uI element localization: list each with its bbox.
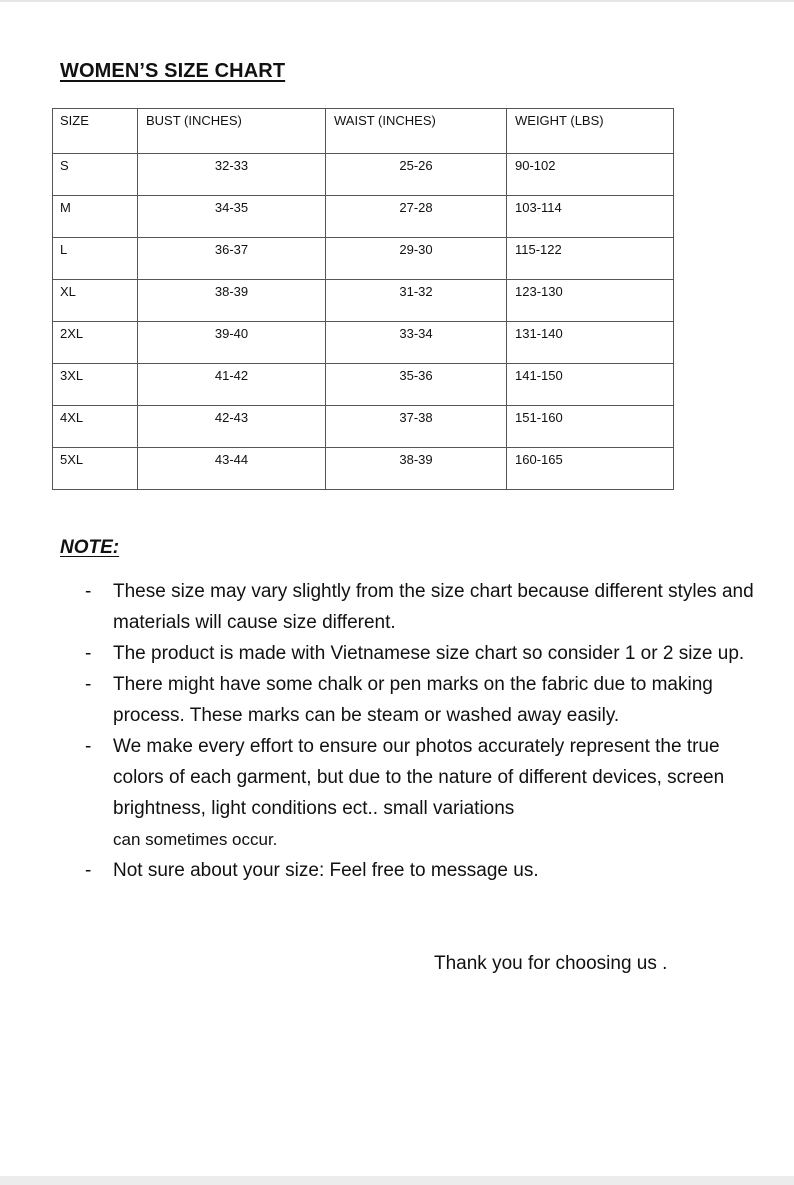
cell-bust: 39-40 (138, 322, 326, 364)
cell-bust: 36-37 (138, 238, 326, 280)
table-row (53, 364, 674, 406)
cell-weight: 90-102 (507, 154, 674, 196)
list-item (85, 638, 775, 669)
table-row (53, 406, 674, 448)
note-text: There might have some chalk or pen marks on the fabric due to making process. These marks can be steam or washed away easily. (113, 674, 713, 726)
size-chart-table (52, 108, 674, 490)
list-item (85, 731, 775, 855)
bottom-border (0, 1176, 794, 1185)
header-bust: BUST (INCHES) (138, 109, 326, 154)
cell-size: XL (53, 280, 138, 322)
cell-weight: 141-150 (507, 364, 674, 406)
cell-weight: 131-140 (507, 322, 674, 364)
cell-weight: 115-122 (507, 238, 674, 280)
dash-bullet: - (85, 581, 92, 602)
note-text-tail: can sometimes occur. (113, 830, 278, 849)
cell-weight: 123-130 (507, 280, 674, 322)
note-text: These size may vary slightly from the size chart because different styles and materials will cause size different. (113, 581, 754, 633)
cell-bust: 43-44 (138, 448, 326, 490)
header-waist: WAIST (INCHES) (326, 109, 507, 154)
list-item (85, 855, 775, 886)
cell-size: 3XL (53, 364, 138, 406)
table-header-row (53, 109, 674, 154)
top-border (0, 0, 794, 2)
note-text: The product is made with Vietnamese size chart so consider 1 or 2 size up. (113, 643, 745, 664)
cell-waist: 38-39 (326, 448, 507, 490)
cell-waist: 33-34 (326, 322, 507, 364)
table-row (53, 238, 674, 280)
notes-list (85, 576, 775, 886)
cell-waist: 27-28 (326, 196, 507, 238)
header-weight: WEIGHT (LBS) (507, 109, 674, 154)
list-item (85, 669, 775, 731)
table-row (53, 448, 674, 490)
cell-size: M (53, 196, 138, 238)
cell-bust: 41-42 (138, 364, 326, 406)
cell-size: 4XL (53, 406, 138, 448)
dash-bullet: - (85, 860, 92, 881)
table-row (53, 154, 674, 196)
list-item (85, 576, 775, 638)
cell-weight: 151-160 (507, 406, 674, 448)
thank-you-text: Thank you for choosing us . (434, 953, 668, 974)
table-row (53, 322, 674, 364)
note-heading: NOTE: (60, 537, 120, 558)
cell-waist: 25-26 (326, 154, 507, 196)
cell-size: L (53, 238, 138, 280)
page-title: WOMEN’S SIZE CHART (60, 60, 286, 82)
cell-weight: 103-114 (507, 196, 674, 238)
cell-waist: 37-38 (326, 406, 507, 448)
cell-waist: 35-36 (326, 364, 507, 406)
cell-size: 2XL (53, 322, 138, 364)
header-size: SIZE (53, 109, 138, 154)
cell-bust: 32-33 (138, 154, 326, 196)
cell-size: S (53, 154, 138, 196)
cell-size: 5XL (53, 448, 138, 490)
table-row (53, 280, 674, 322)
cell-waist: 29-30 (326, 238, 507, 280)
cell-bust: 38-39 (138, 280, 326, 322)
dash-bullet: - (85, 674, 92, 695)
cell-waist: 31-32 (326, 280, 507, 322)
note-text: Not sure about your size: Feel free to message us. (113, 860, 539, 881)
dash-bullet: - (85, 643, 92, 664)
table-row (53, 196, 674, 238)
dash-bullet: - (85, 736, 92, 757)
cell-weight: 160-165 (507, 448, 674, 490)
cell-bust: 34-35 (138, 196, 326, 238)
cell-bust: 42-43 (138, 406, 326, 448)
note-text: We make every effort to ensure our photos accurately represent the true colors of each garment, but due to the nature of different devices, screen brightness, light conditions ect.. small variations (113, 736, 725, 819)
